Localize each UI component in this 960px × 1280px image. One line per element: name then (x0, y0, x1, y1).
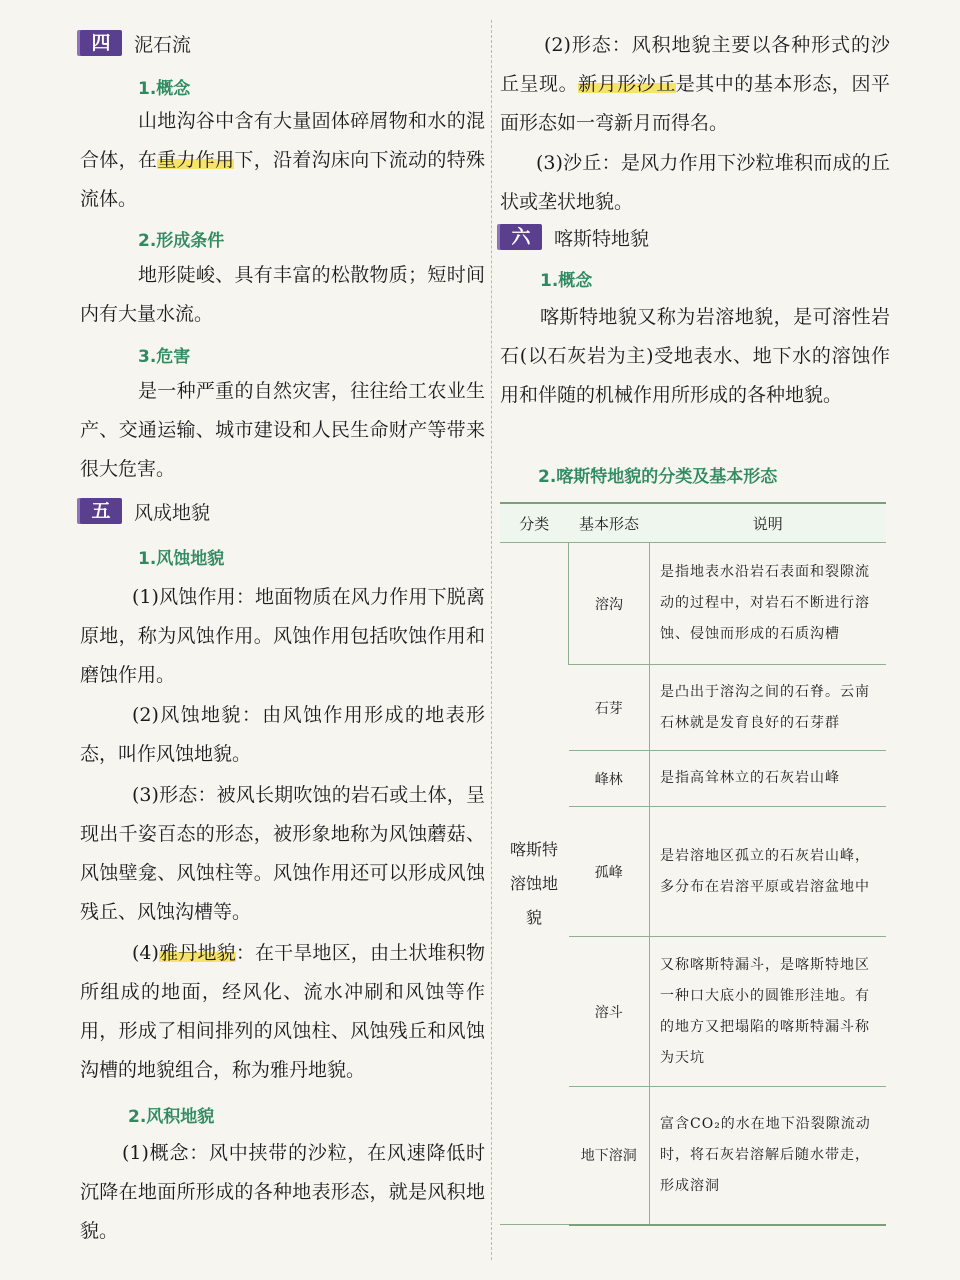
section-title: 泥石流 (134, 33, 192, 56)
paragraph: (2)形态：风积地貌主要以各种形式的沙丘呈现。新月形沙丘是其中的基本形态，因平面形态如一弯新月而得名。 (500, 34, 890, 134)
section-6-heading (500, 222, 649, 252)
section-title: 风成地貌 (134, 501, 211, 524)
section-number-badge: 五 (80, 498, 122, 524)
paragraph: (1)概念：风中挟带的沙粒，在风速降低时沉降在地面所形成的各种地表形态，就是风积地貌。 (80, 1142, 485, 1242)
description-cell: 是凸出于溶沟之间的石脊。云南石林就是发育良好的石芽群 (650, 665, 887, 751)
column-header: 基本形态 (569, 503, 650, 543)
section-5-heading (80, 496, 210, 526)
description-cell: 富含CO₂的水在地下沿裂隙流动时，将石灰岩溶解后随水带走，形成溶洞 (650, 1087, 887, 1225)
paragraph: (3)形态：被风长期吹蚀的岩石或土体，呈现出千姿百态的形态，被形象地称为风蚀蘑菇、风蚀壁龛、风蚀柱等。风蚀作用还可以形成风蚀残丘、风蚀沟槽等。 (80, 784, 485, 923)
table-row (500, 543, 886, 665)
form-cell: 石芽 (569, 665, 650, 751)
section-number-badge: 六 (500, 224, 542, 250)
paragraph: 喀斯特地貌又称为岩溶地貌，是可溶性岩石(以石灰岩为主)受地表水、地下水的溶蚀作用和伴随的机械作用所形成的各种地貌。 (500, 306, 890, 406)
subheading: 2.形成条件 (138, 231, 225, 251)
description-cell: 是岩溶地区孤立的石灰岩山峰，多分布在岩溶平原或岩溶盆地中 (650, 807, 887, 937)
subheading: 1.风蚀地貌 (138, 549, 225, 569)
paragraph: (2)风蚀地貌：由风蚀作用形成的地表形态，叫作风蚀地貌。 (80, 704, 485, 765)
paragraph: 山地沟谷中含有大量固体碎屑物和水的混合体，在重力作用下，沿着沟床向下流动的特殊流体。 (80, 110, 485, 210)
section-number-badge: 四 (80, 30, 122, 56)
form-cell: 溶沟 (569, 543, 650, 665)
highlight: 重力作用 (157, 149, 235, 171)
column-divider (491, 20, 492, 1260)
paragraph: (3)沙丘：是风力作用下沙粒堆积而成的丘状或垄状地貌。 (500, 152, 890, 213)
table-title: 2.喀斯特地貌的分类及基本形态 (538, 467, 778, 487)
karst-table (500, 502, 886, 1226)
section-4-heading (80, 28, 191, 58)
form-cell: 溶斗 (569, 937, 650, 1087)
form-cell: 孤峰 (569, 807, 650, 937)
subheading: 2.风积地貌 (128, 1107, 215, 1127)
column-header: 分类 (500, 503, 569, 543)
category-cell: 喀斯特溶蚀地貌 (500, 543, 569, 1225)
subheading: 1.概念 (540, 271, 593, 291)
subheading: 1.概念 (138, 79, 191, 99)
highlight: 新月形沙丘 (578, 73, 676, 95)
column-header: 说明 (650, 503, 887, 543)
paragraph: (1)风蚀作用：地面物质在风力作用下脱离原地，称为风蚀作用。风蚀作用包括吹蚀作用和磨蚀作用。 (80, 586, 485, 686)
description-cell: 又称喀斯特漏斗，是喀斯特地区一种口大底小的圆锥形洼地。有的地方又把塌陷的喀斯特漏斗称为天坑 (650, 937, 887, 1087)
form-cell: 地下溶洞 (569, 1087, 650, 1225)
paragraph: (4)雅丹地貌：在干旱地区，由土状堆积物所组成的地面，经风化、流水冲刷和风蚀等作用，形成了相间排列的风蚀柱、风蚀残丘和风蚀沟槽的地貌组合，称为雅丹地貌。 (80, 942, 485, 1081)
table-header-row (500, 503, 886, 543)
highlight: 雅丹地貌 (158, 942, 236, 964)
description-cell: 是指地表水沿岩石表面和裂隙流动的过程中，对岩石不断进行溶蚀、侵蚀而形成的石质沟槽 (650, 543, 887, 665)
subheading: 3.危害 (138, 347, 191, 367)
paragraph: 是一种严重的自然灾害，往往给工农业生产、交通运输、城市建设和人民生命财产等带来很大危害。 (80, 380, 485, 480)
description-cell: 是指高耸林立的石灰岩山峰 (650, 751, 887, 807)
form-cell: 峰林 (569, 751, 650, 807)
paragraph: 地形陡峻、具有丰富的松散物质；短时间内有大量水流。 (80, 264, 485, 325)
section-title: 喀斯特地貌 (554, 227, 650, 250)
